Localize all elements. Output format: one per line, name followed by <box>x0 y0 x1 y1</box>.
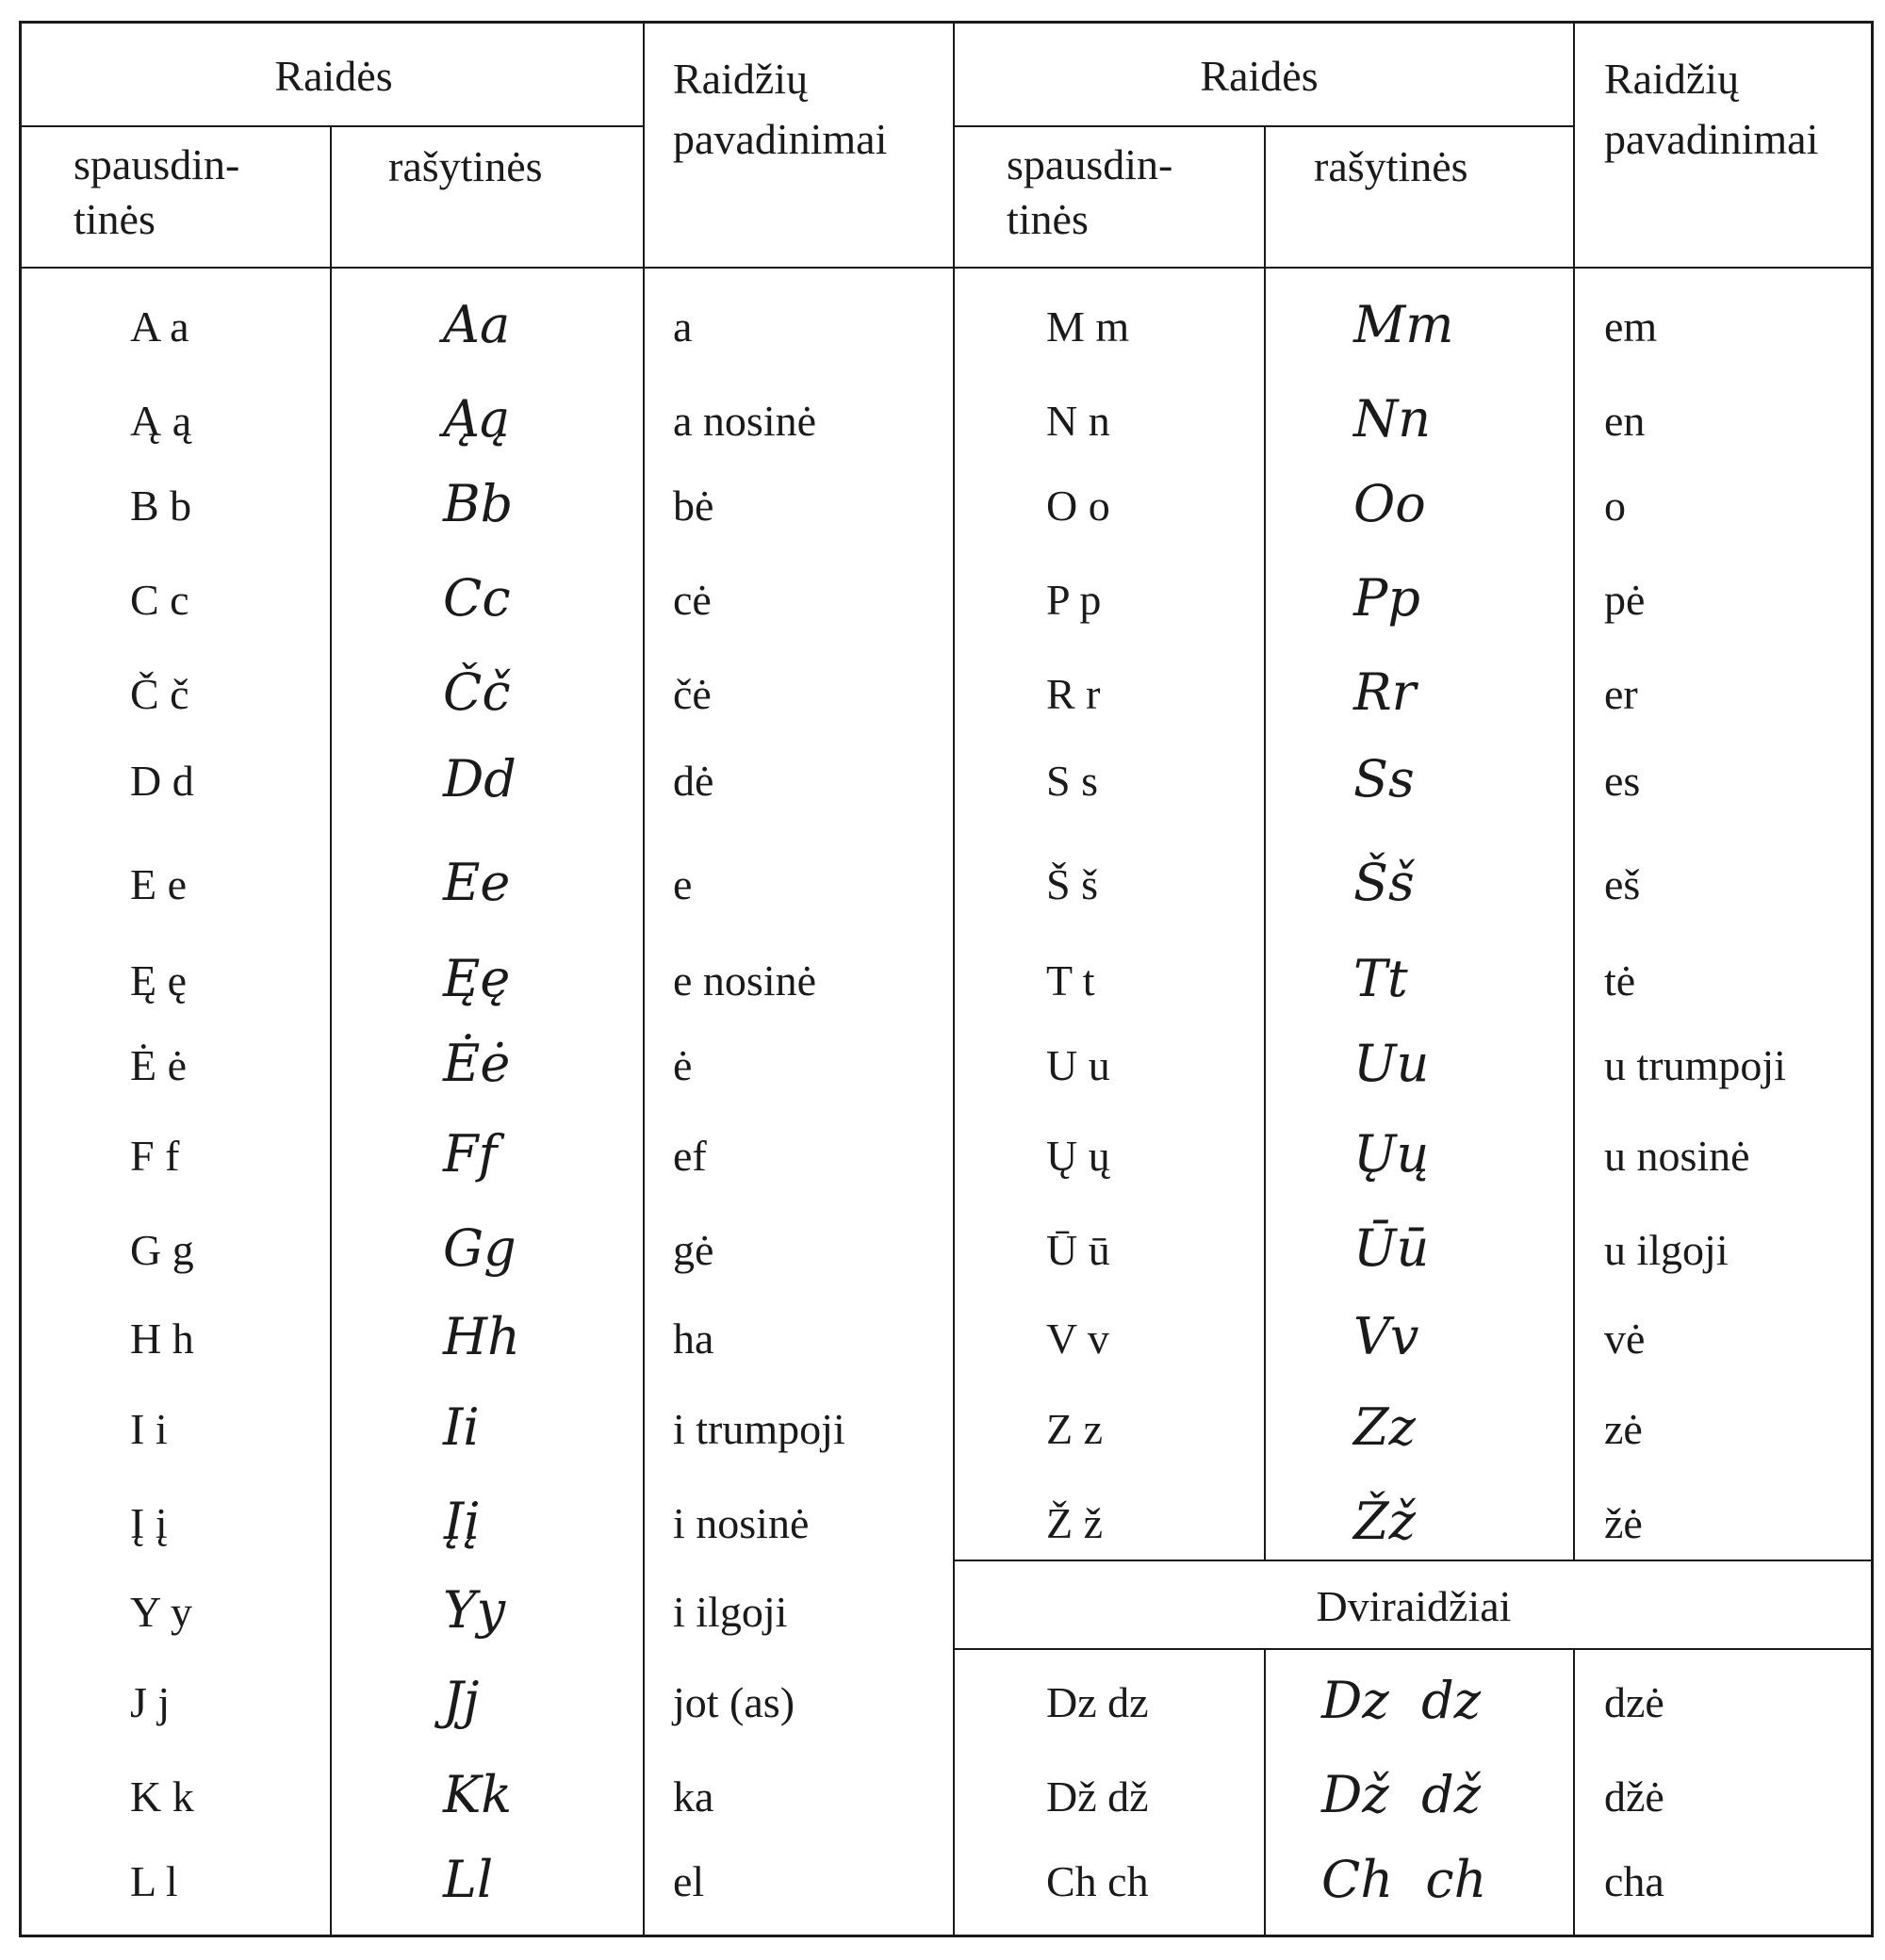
letter-name: pė <box>1604 576 1646 624</box>
divider <box>643 24 645 1937</box>
printed-letter: Ž ž <box>1046 1499 1104 1547</box>
letter-name: gė <box>673 1226 714 1274</box>
divider <box>953 24 955 1937</box>
header-rasytines-right: rašytinės <box>1314 142 1468 190</box>
letter-name: žė <box>1604 1499 1643 1547</box>
written-letter: Ūū <box>1353 1218 1430 1278</box>
written-letter: Bb <box>443 474 514 533</box>
printed-digraph: Dž dž <box>1046 1772 1149 1821</box>
printed-letter: Ė ė <box>130 1041 188 1089</box>
printed-letter: Ų ų <box>1046 1132 1110 1180</box>
written-letter: Nn <box>1353 389 1432 449</box>
printed-letter: Ū ū <box>1046 1226 1110 1274</box>
printed-letter: H h <box>130 1315 194 1363</box>
printed-letter: B b <box>130 482 192 530</box>
letter-name: ha <box>673 1315 714 1363</box>
written-letter: Dd <box>443 749 516 808</box>
header-pavadinimai-left: Raidžių pavadinimai <box>673 55 888 163</box>
letter-name: vė <box>1604 1315 1646 1363</box>
letter-name: ė <box>673 1041 693 1089</box>
written-letter: Oo <box>1353 474 1426 533</box>
printed-letter: J j <box>130 1678 171 1726</box>
header-rasytines-left: rašytinės <box>388 142 543 190</box>
header-raides-left: Raidės <box>274 52 393 100</box>
written-letter: Čč <box>443 662 511 722</box>
divider <box>1573 1650 1575 1937</box>
printed-letter: G g <box>130 1226 194 1274</box>
written-letter: Ll <box>443 1850 494 1909</box>
printed-letter: L l <box>130 1857 178 1905</box>
divider <box>1264 269 1266 1560</box>
written-letter: Ęę <box>443 949 511 1008</box>
written-letter: Gg <box>443 1218 516 1278</box>
letter-name: zė <box>1604 1405 1643 1453</box>
printed-letter: U u <box>1046 1041 1110 1089</box>
divider <box>1264 1650 1266 1937</box>
written-letter: Aa <box>443 295 511 354</box>
printed-letter: P p <box>1046 576 1102 624</box>
printed-letter: Č č <box>130 670 189 718</box>
printed-letter: R r <box>1046 670 1101 718</box>
written-letter: Ii <box>443 1397 480 1457</box>
printed-letter: C c <box>130 576 189 624</box>
digraph-name: cha <box>1604 1857 1664 1905</box>
printed-letter: Z z <box>1046 1405 1104 1453</box>
written-letter: Zz <box>1353 1397 1416 1457</box>
printed-letter: Y y <box>130 1588 193 1636</box>
divider <box>953 1648 1874 1650</box>
letter-name: čė <box>673 670 712 718</box>
letter-name: bė <box>673 482 714 530</box>
written-letter: Ff <box>443 1124 498 1184</box>
written-letter: Tt <box>1353 949 1408 1008</box>
written-letter: Žž <box>1353 1492 1416 1551</box>
written-letter: Cc <box>443 568 511 628</box>
written-letter: Hh <box>443 1307 520 1366</box>
letter-name: em <box>1604 302 1658 351</box>
letter-name: a <box>673 302 693 351</box>
header-spausdintines-left: spausdin- tinės <box>74 140 240 243</box>
header-pavadinimai-right: Raidžių pavadinimai <box>1604 55 1819 163</box>
written-letter: Šš <box>1353 853 1415 912</box>
written-letter: Ee <box>443 853 511 912</box>
divider <box>1264 127 1266 269</box>
written-digraph: Dž dž <box>1321 1765 1482 1824</box>
divider <box>1573 24 1575 1560</box>
digraph-name: džė <box>1604 1772 1664 1821</box>
printed-letter: F f <box>130 1132 180 1180</box>
letter-name: i nosinė <box>673 1499 810 1547</box>
written-letter: Yy <box>443 1580 506 1640</box>
written-letter: Kk <box>443 1765 513 1824</box>
letter-name: tė <box>1604 956 1636 1004</box>
printed-letter: V v <box>1046 1315 1109 1363</box>
letter-name: jot (as) <box>673 1678 795 1726</box>
letter-name: a nosinė <box>673 397 817 445</box>
digraph-name: dzė <box>1604 1678 1664 1726</box>
alphabet-table <box>19 21 1874 1937</box>
written-letter: Vv <box>1353 1307 1419 1366</box>
divider <box>953 125 1573 127</box>
letter-name: e <box>673 860 693 908</box>
letter-name: cė <box>673 576 712 624</box>
letter-name: ef <box>673 1132 707 1180</box>
written-digraph: Ch ch <box>1321 1850 1487 1909</box>
letter-name: es <box>1604 757 1641 805</box>
letter-name: er <box>1604 670 1638 718</box>
written-letter: Pp <box>1353 568 1420 628</box>
letter-name: u nosinė <box>1604 1132 1750 1180</box>
written-letter: Mm <box>1353 295 1454 354</box>
digraphs-title: Dviraidžiai <box>1316 1582 1512 1630</box>
written-letter: Ss <box>1353 749 1415 808</box>
printed-letter: D d <box>130 757 194 805</box>
letter-name: ka <box>673 1772 714 1821</box>
printed-digraph: Ch ch <box>1046 1857 1149 1905</box>
printed-digraph: Dz dz <box>1046 1678 1149 1726</box>
letter-name: dė <box>673 757 714 805</box>
letter-name: eš <box>1604 860 1641 908</box>
divider <box>953 1560 1874 1561</box>
written-letter: Jj <box>443 1671 480 1730</box>
header-spausdintines-right: spausdin- tinės <box>1007 140 1173 243</box>
letter-name: i trumpoji <box>673 1405 845 1453</box>
letter-name: u trumpoji <box>1604 1041 1786 1089</box>
printed-letter: Š š <box>1046 860 1098 908</box>
divider <box>330 127 332 269</box>
printed-letter: T t <box>1046 956 1095 1004</box>
written-letter: Ėė <box>443 1034 511 1093</box>
printed-letter: S s <box>1046 757 1098 805</box>
divider <box>22 267 1874 269</box>
printed-letter: Ę ę <box>130 956 188 1004</box>
letter-name: e nosinė <box>673 956 817 1004</box>
written-letter: Rr <box>1353 662 1417 722</box>
printed-letter: I i <box>130 1405 168 1453</box>
printed-letter: K k <box>130 1772 194 1821</box>
letter-name: el <box>673 1857 705 1905</box>
written-letter: Ąą <box>443 389 511 449</box>
written-letter: Ųų <box>1353 1124 1430 1184</box>
printed-letter: Ą ą <box>130 397 192 445</box>
printed-letter: N n <box>1046 397 1110 445</box>
divider <box>330 269 332 1937</box>
letter-name: en <box>1604 397 1646 445</box>
divider <box>22 125 643 127</box>
printed-letter: M m <box>1046 302 1130 351</box>
letter-name: u ilgoji <box>1604 1226 1729 1274</box>
written-letter: Uu <box>1353 1034 1430 1093</box>
written-letter: Įį <box>443 1492 480 1551</box>
letter-name: o <box>1604 482 1626 530</box>
printed-letter: O o <box>1046 482 1110 530</box>
header-raides-right: Raidės <box>1200 52 1319 100</box>
printed-letter: A a <box>130 302 189 351</box>
written-digraph: Dz dz <box>1321 1671 1482 1730</box>
printed-letter: E e <box>130 860 188 908</box>
letter-name: i ilgoji <box>673 1588 788 1636</box>
printed-letter: Į į <box>130 1499 168 1547</box>
